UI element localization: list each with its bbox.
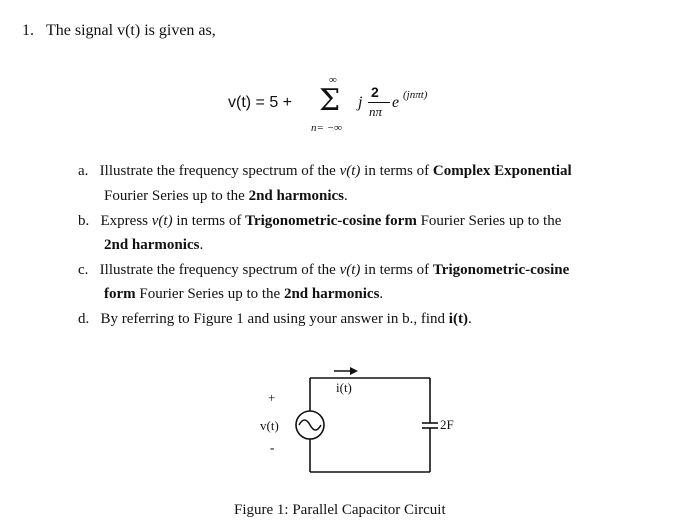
source-plus-sign: +: [268, 390, 276, 405]
fraction-denominator: nπ: [369, 104, 383, 119]
sum-lower-limit: n= −∞: [311, 122, 342, 134]
item-a-line2: Fourier Series up to the 2nd harmonics.: [104, 188, 348, 204]
item-c-line2: form Fourier Series up to the 2nd harmonics.: [104, 286, 384, 302]
equation-j: j: [358, 94, 363, 111]
question-number: 1.: [22, 22, 34, 39]
circuit-svg: [250, 360, 470, 490]
current-label: i(t): [336, 380, 352, 395]
figure-caption: Figure 1: Parallel Capacitor Circuit: [234, 502, 446, 518]
fraction-numerator: 2: [371, 84, 379, 100]
summation-symbol: Σ: [319, 83, 341, 118]
question-intro: The signal v(t) is given as,: [46, 22, 216, 39]
item-b-line1: b. Express v(t) in terms of Trigonometric-cosine form Fourier Series up to the: [78, 213, 562, 229]
question-header: [22, 22, 216, 40]
source-minus-sign: -: [270, 440, 275, 455]
item-c-line1: c. Illustrate the frequency spectrum of the v(t) in terms of Trigonometric-cosine: [78, 262, 570, 278]
capacitor-label: 2F: [440, 417, 454, 432]
parallel-capacitor-circuit: [250, 360, 470, 490]
item-a-line1: a. Illustrate the frequency spectrum of the v(t) in terms of Complex Exponential: [78, 163, 572, 179]
equation-lhs: v(t) = 5 +: [228, 94, 293, 111]
sum-upper-limit: ∞: [329, 74, 337, 86]
equation-exponent: (jnπt): [403, 89, 428, 101]
item-b-line2: 2nd harmonics.: [104, 237, 204, 253]
item-d-line1: d. By referring to Figure 1 and using your answer in b., find i(t).: [78, 311, 472, 327]
source-label: v(t): [260, 418, 279, 433]
fraction-bar: [368, 102, 390, 103]
equation-e: e: [392, 94, 400, 111]
current-arrow-icon: [350, 367, 358, 375]
